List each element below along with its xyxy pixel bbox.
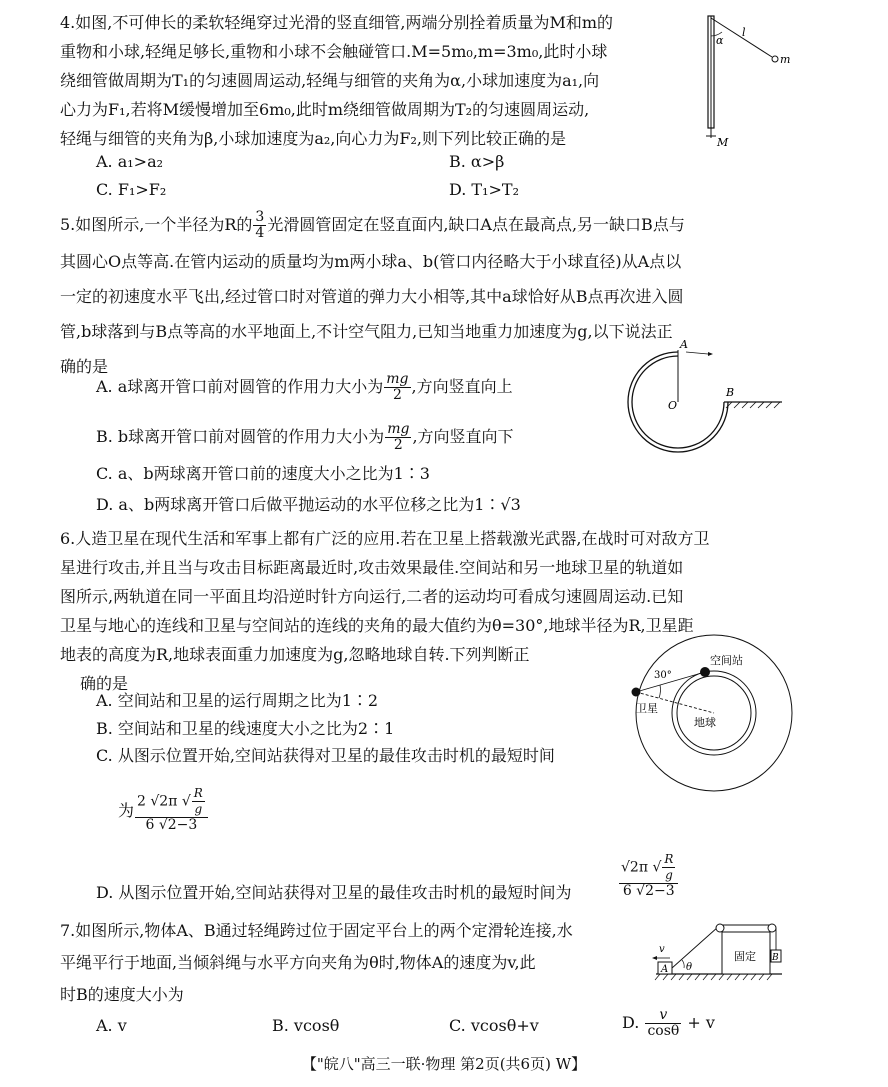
q5-option-c: C. a、b两球离开管口前的速度大小之比为1∶3 xyxy=(96,464,430,483)
mg-over-2-fraction xyxy=(384,372,410,403)
sqrt-R: R xyxy=(193,786,203,800)
q4-option-c: C. F₁>F₂ xyxy=(96,180,167,199)
q5-option-d: D. a、b两球离开管口后做平抛运动的水平位移之比为1∶√3 xyxy=(96,495,521,514)
q5-option-b-tail: ,方向竖直向下 xyxy=(412,427,514,446)
q6-option-b: B. 空间站和卫星的线速度大小之比为2∶1 xyxy=(96,719,395,738)
q4-line-3: 绕细管做周期为T₁的匀速圆周运动,轻绳与细管的夹角为α,小球加速度为a₁,向 xyxy=(60,71,600,90)
q6-option-c-formula xyxy=(118,786,209,833)
q5-figure xyxy=(620,338,790,468)
q6-c-den: 6 √2−3 xyxy=(145,817,198,833)
frac-denominator: 2 xyxy=(393,437,403,453)
q7-fig-B: B xyxy=(772,953,779,963)
q7-fig-v: v xyxy=(659,944,665,955)
q6-line-6: 确的是 xyxy=(80,674,129,693)
q6-option-c-prefix: 为 xyxy=(118,801,135,820)
q7-line-3: 时B的速度大小为 xyxy=(60,985,184,1004)
q6-option-c: C. 从图示位置开始,空间站获得对卫星的最佳攻击时机的最短时间 xyxy=(96,746,555,765)
sqrt-g: g xyxy=(194,802,203,816)
q5-line-4: 管,b球落到与B点等高的水平地面上,不计空气阻力,已知当地重力加速度为g,以下说法正 xyxy=(60,322,673,341)
frac-numerator: mg xyxy=(387,421,410,437)
q6-d-fraction xyxy=(619,852,678,899)
q6-fig-sat: 卫星 xyxy=(636,702,658,715)
q6-option-d-formula xyxy=(618,852,679,899)
three-quarters-fraction xyxy=(253,210,266,241)
q6-fig-station: 空间站 xyxy=(710,654,743,667)
q4-fig-m: m xyxy=(780,53,791,66)
q6-d-num: √2π xyxy=(621,859,649,876)
mg-over-2-fraction xyxy=(385,422,411,453)
q7-option-c: C. vcosθ+v xyxy=(449,1016,539,1035)
q7-option-d-label: D. xyxy=(622,1013,640,1032)
q7-fig-A: A xyxy=(661,964,669,975)
q5-line-1a: 5.如图所示,一个半径为R的 xyxy=(60,215,253,234)
q6-d-den: 6 √2−3 xyxy=(622,883,675,899)
q6-line-5: 地表的高度为R,地球表面重力加速度为g,忽略地球自转.下列判断正 xyxy=(60,645,530,664)
q6-fig-angle: 30° xyxy=(654,670,672,681)
frac-numerator: 3 xyxy=(255,209,265,225)
q4-fig-alpha: α xyxy=(716,34,724,47)
q7-line-1: 7.如图所示,物体A、B通过轻绳跨过位于固定平台上的两个定滑轮连接,水 xyxy=(60,921,573,940)
q6-figure xyxy=(622,618,797,793)
q7-option-d xyxy=(622,1008,715,1039)
q7-figure xyxy=(652,918,787,988)
q7-fig-theta: θ xyxy=(686,962,693,973)
q6-fig-earth: 地球 xyxy=(694,716,716,729)
q7-option-a: A. v xyxy=(96,1016,127,1035)
q5-line-1b: 光滑圆管固定在竖直面内,缺口A点在最高点,另一缺口B点与 xyxy=(267,215,685,234)
q5-line-5: 确的是 xyxy=(60,357,109,376)
q5-line-2: 其圆心O点等高.在管内运动的质量均为m两小球a、b(管口内径略大于小球直径)从A点以 xyxy=(60,252,682,271)
page-footer: 【"皖八"高三一联·物理 第2页(共6页) W】 xyxy=(301,1055,587,1073)
frac-numerator: √2π √ $\frac{R}{g}$ xyxy=(619,852,678,884)
q7-fig-fixed: 固定 xyxy=(734,950,756,963)
frac-numerator: v xyxy=(645,1008,681,1024)
sqrt-g: g xyxy=(665,868,673,882)
q5-option-a-text: A. a球离开管口前对圆管的作用力大小为 xyxy=(96,377,384,396)
q5-fig-O: O xyxy=(668,399,678,412)
q4-figure xyxy=(700,10,800,150)
q4-line-1: 4.如图,不可伸长的柔软轻绳穿过光滑的竖直细管,两端分别拴着质量为M和m的 xyxy=(60,13,613,32)
sqrt-R: R xyxy=(664,852,674,866)
q6-option-a: A. 空间站和卫星的运行周期之比为1∶2 xyxy=(96,691,379,710)
q5-option-a xyxy=(96,372,513,403)
frac-numerator: 2 √2π √ $\frac{R}{g}$ xyxy=(135,786,208,818)
q5-option-b xyxy=(96,422,514,453)
frac-numerator: mg xyxy=(386,371,409,387)
q6-c-fraction xyxy=(135,786,208,833)
q6-line-1: 6.人造卫星在现代生活和军事上都有广泛的应用.若在卫星上搭载激光武器,在战时可对敌方卫 xyxy=(60,529,710,548)
q6-line-2: 星进行攻击,并且当与攻击目标距离最近时,攻击效果最佳.空间站和另一地球卫星的轨道如 xyxy=(60,558,684,577)
q4-line-4: 心力为F₁,若将M缓慢增加至6m₀,此时m绕细管做周期为T₂的匀速圆周运动, xyxy=(60,100,590,119)
q5-line-3: 一定的初速度水平飞出,经过管口时对管道的弹力大小相等,其中a球恰好从B点再次进入圆 xyxy=(60,287,684,306)
q4-fig-M: M xyxy=(717,136,729,149)
q5-line-1 xyxy=(60,210,840,241)
q5-fig-A: A xyxy=(680,338,688,351)
q4-line-5: 轻绳与细管的夹角为β,小球加速度为a₂,向心力为F₂,则下列比较正确的是 xyxy=(60,129,566,148)
q4-fig-l: l xyxy=(742,26,746,39)
q7-option-d-tail: + v xyxy=(687,1013,715,1032)
q4-option-b: B. α>β xyxy=(449,152,505,171)
q4-line-2: 重物和小球,轻绳足够长,重物和小球不会触碰管口.M=5m₀,m=3m₀,此时小球 xyxy=(60,42,608,61)
v-over-cos-fraction xyxy=(645,1008,681,1039)
q5-option-b-text: B. b球离开管口前对圆管的作用力大小为 xyxy=(96,427,385,446)
q5-fig-B: B xyxy=(726,386,735,399)
q6-option-d: D. 从图示位置开始,空间站获得对卫星的最佳攻击时机的最短时间为 xyxy=(96,883,572,902)
q4-option-d: D. T₁>T₂ xyxy=(449,180,520,199)
q6-line-4: 卫星与地心的连线和卫星与空间站的连线的夹角的最大值约为θ=30°,地球半径为R,卫星距 xyxy=(60,616,694,635)
q4-option-a: A. a₁>a₂ xyxy=(96,152,164,171)
q6-c-num: 2 √2π xyxy=(137,793,178,810)
frac-denominator: 2 xyxy=(392,387,402,403)
q7-line-2: 平绳平行于地面,当倾斜绳与水平方向夹角为θ时,物体A的速度为v,此 xyxy=(60,953,536,972)
frac-denominator: cosθ xyxy=(647,1023,680,1039)
q5-option-a-tail: ,方向竖直向上 xyxy=(411,377,513,396)
q7-option-b: B. vcosθ xyxy=(272,1016,340,1035)
q6-line-3: 图所示,两轨道在同一平面且均沿逆时针方向运行,二者的运动均可看成匀速圆周运动.已知 xyxy=(60,587,684,606)
frac-denominator: 4 xyxy=(255,225,265,241)
